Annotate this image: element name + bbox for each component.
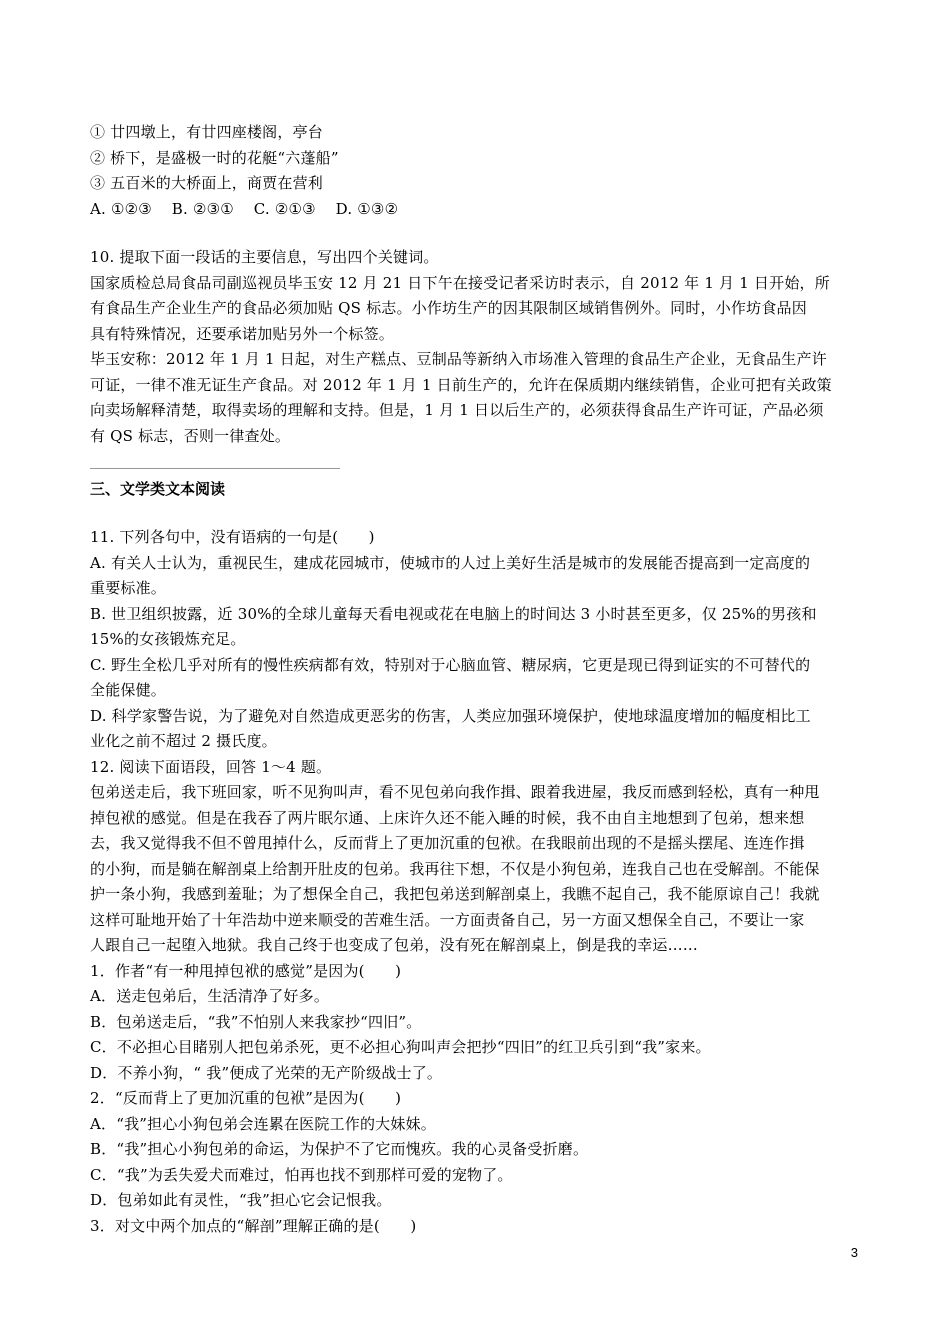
q12-sub2-option-a: A．“我”担心小狗包弟会连累在医院工作的大妹妹。 [90, 1114, 436, 1133]
q10-paragraph-2-line-2: 可证，一律不准无证生产食品。对 2012 年 1 月 1 日前生产的，允许在保质期内继续销售，企业可把有关政策 [90, 375, 832, 394]
q9-choices: A. ①②③ B. ②③① C. ②①③ D. ①③② [90, 199, 399, 218]
q11-option-d-line-1: D. 科学家警告说，为了避免对自然造成更恶劣的伤害，人类应加强环境保护，使地球温度增加的幅度相比工 [90, 706, 811, 725]
q9-option-1: ① 廿四墩上，有廿四座楼阁，亭台 [90, 123, 323, 141]
q9-option-3: ③ 五百米的大桥面上，商贾在营利 [90, 174, 323, 192]
document-page [90, 120, 870, 1239]
q10-stem: 10. 提取下面一段话的主要信息，写出四个关键词。 [90, 248, 439, 266]
q11-option-c-line-2: 全能保健。 [90, 681, 167, 699]
q10-paragraph-1-line-1: 国家质检总局食品司副巡视员毕玉安 12 月 21 日下午在接受记者采访时表示，自 2012 年 1 月 1 日开始，所 [90, 273, 830, 292]
q12-sub3-stem: 3．对文中两个加点的“解剖”理解正确的是( ) [90, 1216, 417, 1235]
q12-sub1-stem: 1．作者“有一种甩掉包袱的感觉”是因为( ) [90, 961, 402, 980]
q11-option-c-line-1: C. 野生全松几乎对所有的慢性疾病都有效，特别对于心脑血管、糖尿病，它更是现已得到证实的不可替代的 [90, 655, 811, 674]
q11-stem: 11. 下列各句中，没有语病的一句是( ) [90, 528, 375, 546]
q12-passage-line-3: 去，我又觉得我不但不曾甩掉什么，反而背上了更加沉重的包袱。在我眼前出现的不是摇头摆尾、连连作揖 [90, 834, 805, 852]
q12-sub1-option-a: A．送走包弟后，生活清净了好多。 [90, 987, 330, 1005]
q12-passage-line-6: 这样可耻地开始了十年浩劫中逆来顺受的苦难生活。一方面责备自己，另一方面又想保全自己，不要让一家 [90, 910, 805, 929]
q12-sub2-option-c: C．“我”为丢失爱犬而难过，怕再也找不到那样可爱的宠物了。 [90, 1165, 513, 1184]
q12-passage-line-7: 人跟自己一起堕入地狱。我自己终于也变成了包弟，没有死在解剖桌上，倒是我的幸运…… [90, 936, 699, 954]
q11-option-d-line-2: 业化之前不超过 2 摄氏度。 [90, 732, 277, 750]
q11-option-b-line-1: B. 世卫组织披露，近 30%的全球儿童每天看电视或花在电脑上的时间达 3 小时甚至更多，仅 25%的男孩和 [90, 604, 817, 623]
q12-sub1-option-d: D．不养小狗，“ 我”便成了光荣的无产阶级战士了。 [90, 1063, 443, 1082]
q11-option-b-line-2: 15%的女孩锻炼充足。 [90, 630, 246, 648]
q12-passage-line-2: 掉包袱的感觉。但是在我吞了两片眠尔通、上床许久还不能入睡的时候，我不由自主地想到了包弟，想来想 [90, 808, 805, 827]
q10-paragraph-2-line-4: 有 QS 标志，否则一律查处。 [90, 426, 291, 445]
q10-paragraph-1-line-3: 具有特殊情况，还要承诺加贴另外一个标签。 [90, 324, 395, 343]
q12-sub2-stem: 2．“反而背上了更加沉重的包袱”是因为( ) [90, 1089, 402, 1107]
q10-paragraph-2-line-1: 毕玉安称：2012 年 1 月 1 日起，对生产糕点、豆制品等新纳入市场准入管理的食品生产企业，无食品生产许 [90, 350, 827, 368]
q12-sub1-option-c: C．不必担心目睹别人把包弟杀死，更不必担心狗叫声会把抄“四旧”的红卫兵引到“我”家来。 [90, 1038, 711, 1056]
q11-option-a-line-2: 重要标准。 [90, 579, 167, 597]
q12-passage-line-5: 护一条小狗，我感到羞耻；为了想保全自己，我把包弟送到解剖桌上，我瞧不起自己，我不能原谅自己！我就 [90, 885, 820, 903]
q12-stem: 12. 阅读下面语段，回答 1～4 题。 [90, 757, 332, 776]
q11-option-a-line-1: A. 有关人士认为，重视民生，建成花园城市，使城市的人过上美好生活是城市的发展能否提高到一定高度的 [90, 553, 811, 572]
q12-passage-line-4: 的小狗，而是躺在解剖桌上给割开肚皮的包弟。我再往下想，不仅是小狗包弟，连我自己也在受解剖。不能保 [90, 859, 820, 878]
section-divider [90, 468, 340, 469]
q9-option-2: ② 桥下，是盛极一时的花艇“六蓬船” [90, 148, 339, 167]
q12-passage-line-1: 包弟送走后，我下班回家，听不见狗叫声，看不见包弟向我作揖、跟着我进屋，我反而感到轻松，真有一种甩 [90, 783, 820, 801]
q12-sub2-option-d: D．包弟如此有灵性，“我”担心它会记恨我。 [90, 1191, 392, 1209]
section-3-heading: 三、文学类文本阅读 [90, 480, 226, 498]
page-number: 3 [850, 1245, 858, 1260]
q12-sub2-option-b: B．“我”担心小狗包弟的命运，为保护不了它而愧疚。我的心灵备受折磨。 [90, 1140, 589, 1158]
q12-sub1-option-b: B．包弟送走后，“我”不怕别人来我家抄“四旧”。 [90, 1012, 422, 1031]
q10-paragraph-2-line-3: 向卖场解释清楚，取得卖场的理解和支持。但是，1 月 1 日以后生产的，必须获得食品生产许可证，产品必须 [90, 401, 824, 419]
q10-paragraph-1-line-2: 有食品生产企业生产的食品必须加贴 QS 标志。小作坊生产的因其限制区域销售例外。同时，小作坊食品因 [90, 299, 807, 317]
